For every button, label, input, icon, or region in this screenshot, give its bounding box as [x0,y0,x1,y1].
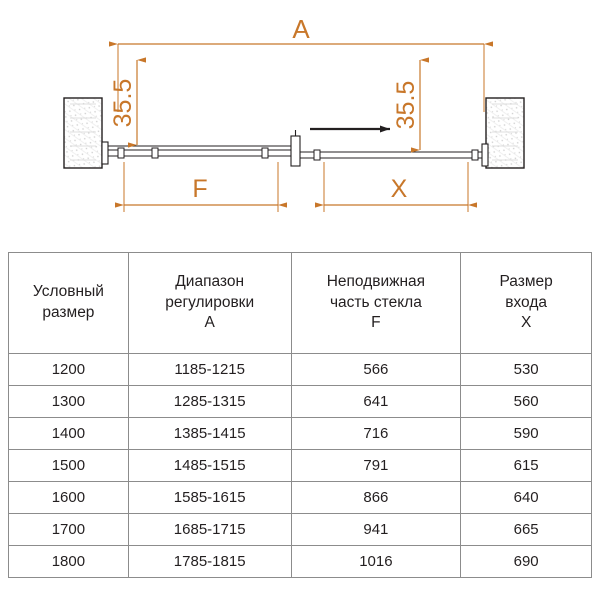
cell-conditional-size: 1800 [9,546,129,578]
cell-entry-size: 615 [461,450,592,482]
cell-adjustment-range: 1385-1415 [128,418,291,450]
header-symbol: X [520,314,532,332]
wall-right [486,98,524,168]
size-spec-table [8,252,592,578]
table-row [9,354,592,386]
header-line-1: Размер [499,272,553,290]
cell-entry-size: 530 [461,354,592,386]
cell-adjustment-range: 1485-1515 [128,450,291,482]
dimension-fixed-f [124,162,278,212]
cell-fixed-glass: 791 [291,450,461,482]
cell-adjustment-range: 1285-1315 [128,386,291,418]
cell-conditional-size: 1300 [9,386,129,418]
cell-entry-size: 560 [461,386,592,418]
dimension-right-35-5 [392,60,420,150]
cell-fixed-glass: 941 [291,514,461,546]
header-cell-entry-size [461,253,592,354]
cell-adjustment-range: 1185-1215 [128,354,291,386]
cell-conditional-size: 1600 [9,482,129,514]
cell-fixed-glass: 716 [291,418,461,450]
cell-entry-size: 665 [461,514,592,546]
table-row [9,386,592,418]
cell-conditional-size: 1400 [9,418,129,450]
label-left-35-5: 35.5 [109,78,137,128]
table-row [9,514,592,546]
glass-assembly [102,130,488,166]
header-line-2: размер [42,304,95,321]
label-x: X [390,175,408,203]
cell-adjustment-range: 1785-1815 [128,546,291,578]
table-row [9,546,592,578]
label-f: F [192,175,208,203]
header-line-2: входа [505,293,548,311]
cell-adjustment-range: 1685-1715 [128,514,291,546]
header-cell-adjustment-range [128,253,291,354]
dimension-overall-a [118,14,484,112]
header-symbol: F [371,314,381,332]
cell-fixed-glass: 1016 [291,546,461,578]
wall-left [64,98,102,168]
cell-entry-size: 690 [461,546,592,578]
cell-fixed-glass: 866 [291,482,461,514]
table-row [9,482,592,514]
header-line-1: Диапазон [175,272,245,290]
table-row [9,450,592,482]
header-line-2: регулировки [165,293,255,311]
cell-conditional-size: 1700 [9,514,129,546]
header-line-1: Условный [32,283,104,301]
label-right-35-5: 35.5 [392,80,420,130]
cell-entry-size: 640 [461,482,592,514]
dimension-left-35-5 [109,60,137,145]
header-line-2: часть стекла [329,293,422,311]
label-a: A [292,14,310,44]
cell-adjustment-range: 1585-1615 [128,482,291,514]
cell-conditional-size: 1200 [9,354,129,386]
header-cell-conditional-size [9,253,129,354]
header-cell-fixed-glass [291,253,461,354]
header-symbol: A [204,314,215,332]
cell-entry-size: 590 [461,418,592,450]
table-row [9,418,592,450]
cell-conditional-size: 1500 [9,450,129,482]
dimension-entry-x [324,162,468,212]
cell-fixed-glass: 641 [291,386,461,418]
shower-door-technical-drawing [0,0,600,240]
header-line-1: Неподвижная [326,272,426,290]
cell-fixed-glass: 566 [291,354,461,386]
table-header-row [9,253,592,354]
